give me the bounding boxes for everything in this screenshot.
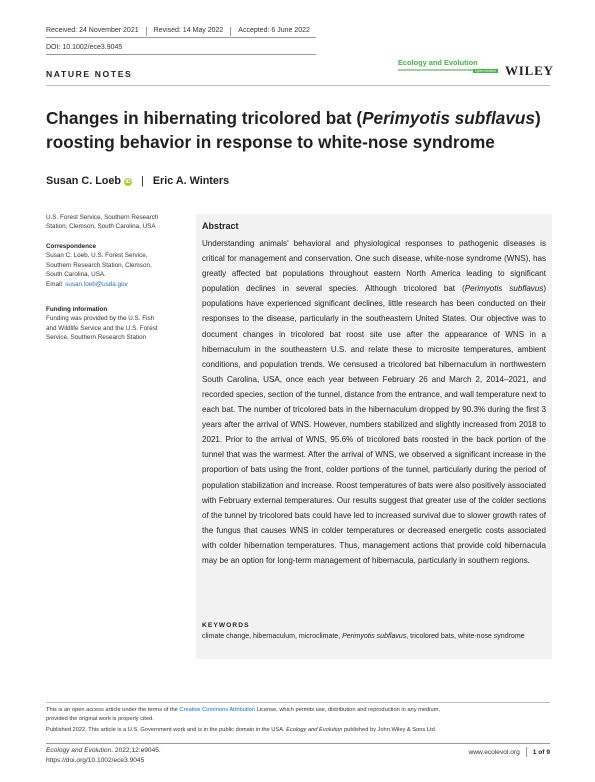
bottom-rule	[46, 743, 550, 744]
funding-line: and Wildlife Service and the U.S. Forest	[46, 324, 158, 332]
doi[interactable]: DOI: 10.1002/ece3.9045	[46, 44, 123, 51]
published-text: Published 2022. This article is a U.S. Government work and is in the public domain in the USA.	[46, 727, 287, 733]
history-separator	[146, 27, 147, 36]
history-rule	[46, 37, 316, 38]
article-history	[46, 27, 310, 36]
citation-line	[46, 746, 161, 756]
correspondence-line: Southern Research Station, Clemson,	[46, 261, 152, 269]
license-text: License, which permits use, distribution and reproduction in any medium,	[254, 707, 440, 713]
affiliation-line: U.S. Forest Service, Southern Research	[46, 214, 159, 221]
abstract-part-2: ) populations have experienced significant declines, little research has been conducted on their responses to the disease, particularly in the southeastern United States. Our objective was to document changes in tricolored bat roost site use after the appearance of WNS in a hibernaculum in the southeastern U.S. and relate these to microsite temperatures, ambient conditions, and population trends. We censused a tricolored bat hibernaculum in northwestern South Carolina, USA, once each year between February 26 and March 2, 2014–2021, and recorded species, section of the tunnel, distance from the entrance, and wall temperature next to each bat. The number of tricolored bats in the hibernaculum dropped by 90.3% during the first 3 years after the arrival of WNS. However, numbers stabilized and slightly increased from 2018 to 2021. Prior to the arrival of WNS, 95.6% of tricolored bats roosted in the back portion of the tunnel that was the warmest. After the arrival of WNS, we observed a significant increase in the proportion of bats using the front, colder portions of the tunnel, particularly during the period of population stabilization and increase. Roost temperatures of bats were also positively associated with February external temperatures. Our results suggest that greater use of the colder sections of the tunnel by tricolored bats could have led to increased survival due to slower growth rates of the fungus that causes WNS in colder temperatures or decreased energetic costs associated with colder hibernation temperatures. Thus, management actions that provide cold hibernacula may be an option for long-term management of hibernacula, particularly in southern regions.	[202, 284, 546, 565]
author-winters[interactable]: Eric A. Winters	[152, 175, 230, 187]
open-access-badge: Open Access	[474, 69, 496, 73]
funding-line: Service, Southern Research Station	[46, 334, 147, 342]
email-link[interactable]: susan.loeb@usda.gov	[65, 280, 128, 288]
published-line	[46, 726, 550, 735]
keywords-part-1: climate change, hibernaculum, microclimate,	[202, 633, 343, 640]
footer-rule	[46, 702, 550, 703]
abstract-heading: Abstract	[202, 221, 239, 231]
title-text-end: ) roosting behavior in response to white-nose syndrome	[46, 108, 541, 152]
citation-volume: . 2022;12:e9045.	[111, 747, 161, 754]
title-text: Changes in hibernating tricolored bat (	[46, 108, 363, 128]
published-text: published by John Wiley & Sons Ltd.	[342, 727, 437, 733]
publisher-logo[interactable]: WILEY	[505, 63, 554, 78]
keywords-heading: KEYWORDS	[202, 622, 250, 629]
history-separator	[230, 27, 231, 36]
abstract-part-1: Understanding animals' behavioral and physiological responses to pathogenic diseases is critical for management and conservation. One such disease, white-nose syndrome (WNS), has greatly affected bat populations throughout eastern North America leading to significant population declines in several species. Although tricolored bat (	[202, 239, 546, 294]
journal-name: Ecology and Evolution	[398, 58, 478, 67]
orcid-icon[interactable]: iD	[125, 179, 131, 185]
correspondence-line: Susan C. Loeb, U.S. Forest Service,	[46, 252, 148, 260]
correspondence	[46, 242, 186, 289]
cc-license-link[interactable]: Creative Commons Attribution	[179, 707, 255, 713]
affiliation	[46, 213, 186, 232]
funding-heading: Funding information	[46, 306, 108, 313]
journal-logo[interactable]	[398, 58, 498, 78]
keywords-species: Perimyotis subflavus	[342, 633, 407, 640]
citation-url[interactable]: https://doi.org/10.1002/ece3.9045	[46, 757, 145, 764]
keywords-part-2: , tricolored bats, white-nose syndrome	[406, 633, 525, 640]
published-journal: Ecology and Evolution	[286, 727, 343, 733]
citation-journal: Ecology and Evolution	[46, 747, 112, 754]
license-line: provided the original work is properly cited.	[46, 716, 154, 722]
header-rule	[46, 85, 550, 86]
affiliation-line: Station, Clemson, South Carolina, USA	[46, 223, 156, 231]
funding-line: Funding was provided by the U.S. Fish	[46, 315, 155, 323]
doi-rule	[46, 54, 316, 55]
keywords-text	[202, 632, 544, 642]
citation	[46, 746, 161, 766]
email-label: Email:	[46, 280, 64, 288]
abstract-species: Perimyotis subflavus	[464, 284, 544, 294]
abstract-text	[202, 236, 546, 568]
title-species: Perimyotis subflavus	[362, 108, 535, 128]
page-separator	[526, 747, 527, 757]
article-title	[46, 106, 551, 154]
accepted-date: Accepted: 6 June 2022	[238, 27, 310, 34]
page-number: 1 of 9	[532, 748, 550, 756]
email-row	[46, 280, 186, 289]
section-label: NATURE NOTES	[46, 69, 133, 79]
license-line	[46, 706, 550, 715]
revised-date: Revised: 14 May 2022	[153, 27, 224, 34]
license-text: This is an open access article under the terms of the	[46, 707, 180, 713]
author-separator: |	[141, 175, 144, 187]
page-info	[468, 747, 550, 757]
correspondence-line: South Carolina, USA.	[46, 271, 106, 279]
author-list	[46, 175, 229, 187]
received-date: Received: 24 November 2021	[46, 27, 139, 34]
author-loeb[interactable]: Susan C. Loeb	[46, 175, 121, 187]
funding	[46, 305, 186, 343]
journal-site-link[interactable]: www.ecolevol.org	[468, 748, 520, 756]
correspondence-heading: Correspondence	[46, 243, 97, 250]
